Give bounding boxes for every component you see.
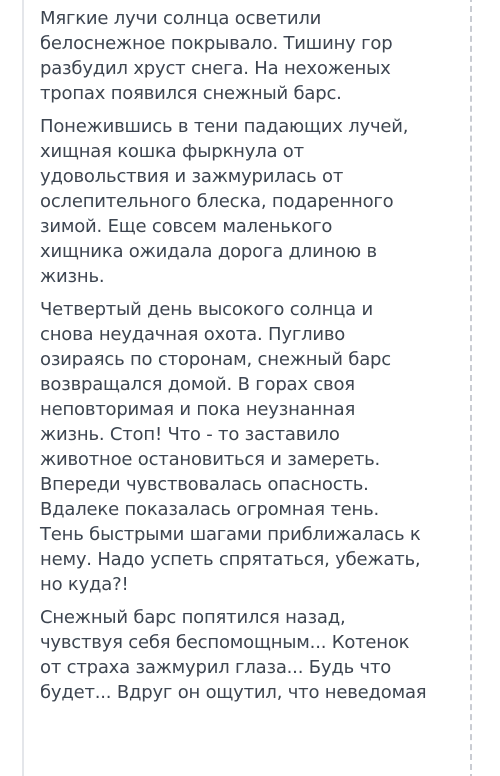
text-line: ослепительного блеска, подаренного: [40, 191, 394, 212]
text-line: Тень быстрыми шагами приближалась к: [40, 524, 421, 545]
text-line: озираясь по сторонам, снежный барс: [40, 349, 391, 370]
text-line: но куда?!: [40, 574, 129, 595]
text-line: хищника ожидала дорога длиною в: [40, 241, 377, 262]
text-line: зимой. Еще совсем маленького: [40, 216, 333, 237]
text-line: от страха зажмурил глаза... Будь что: [40, 657, 392, 678]
text-line: Четвертый день высокого солнца и: [40, 299, 374, 320]
paragraph-2: [40, 114, 470, 289]
story-text: [40, 0, 470, 713]
paragraph-1: [40, 6, 470, 106]
text-line: белоснежное покрывало. Тишину гор: [40, 33, 393, 54]
text-line: животное остановиться и замереть.: [40, 449, 381, 470]
text-line: чувствуя себя беспомощным... Котенок: [40, 632, 410, 653]
text-line: Понежившись в тени падающих лучей,: [40, 116, 409, 137]
text-line: Снежный барс попятился назад,: [40, 607, 346, 628]
text-line: жизнь. Стоп! Что - то заставило: [40, 424, 340, 445]
paragraph-3: [40, 297, 470, 597]
text-line: Впереди чувствовалась опасность.: [40, 474, 369, 495]
paragraph-4: [40, 605, 470, 705]
text-line: Вдалеке показалась огромная тень.: [40, 499, 380, 520]
text-line: хищная кошка фыркнула от: [40, 141, 304, 162]
text-line: снова неудачная охота. Пугливо: [40, 324, 346, 345]
text-line: будет... Вдруг он ощутил, что неведомая: [40, 682, 427, 703]
text-line: возвращался домой. В горах своя: [40, 374, 355, 395]
text-line: удовольствия и зажмурилась от: [40, 166, 344, 187]
text-line: жизнь.: [40, 266, 105, 287]
text-line: неповторимая и пока неузнанная: [40, 399, 356, 420]
text-line: разбудил хруст снега. На нехоженых: [40, 58, 391, 79]
text-line: нему. Надо успеть спрятаться, убежать,: [40, 549, 421, 570]
text-line: тропах появился снежный барс.: [40, 83, 342, 104]
text-line: Мягкие лучи солнца осветили: [40, 8, 322, 29]
